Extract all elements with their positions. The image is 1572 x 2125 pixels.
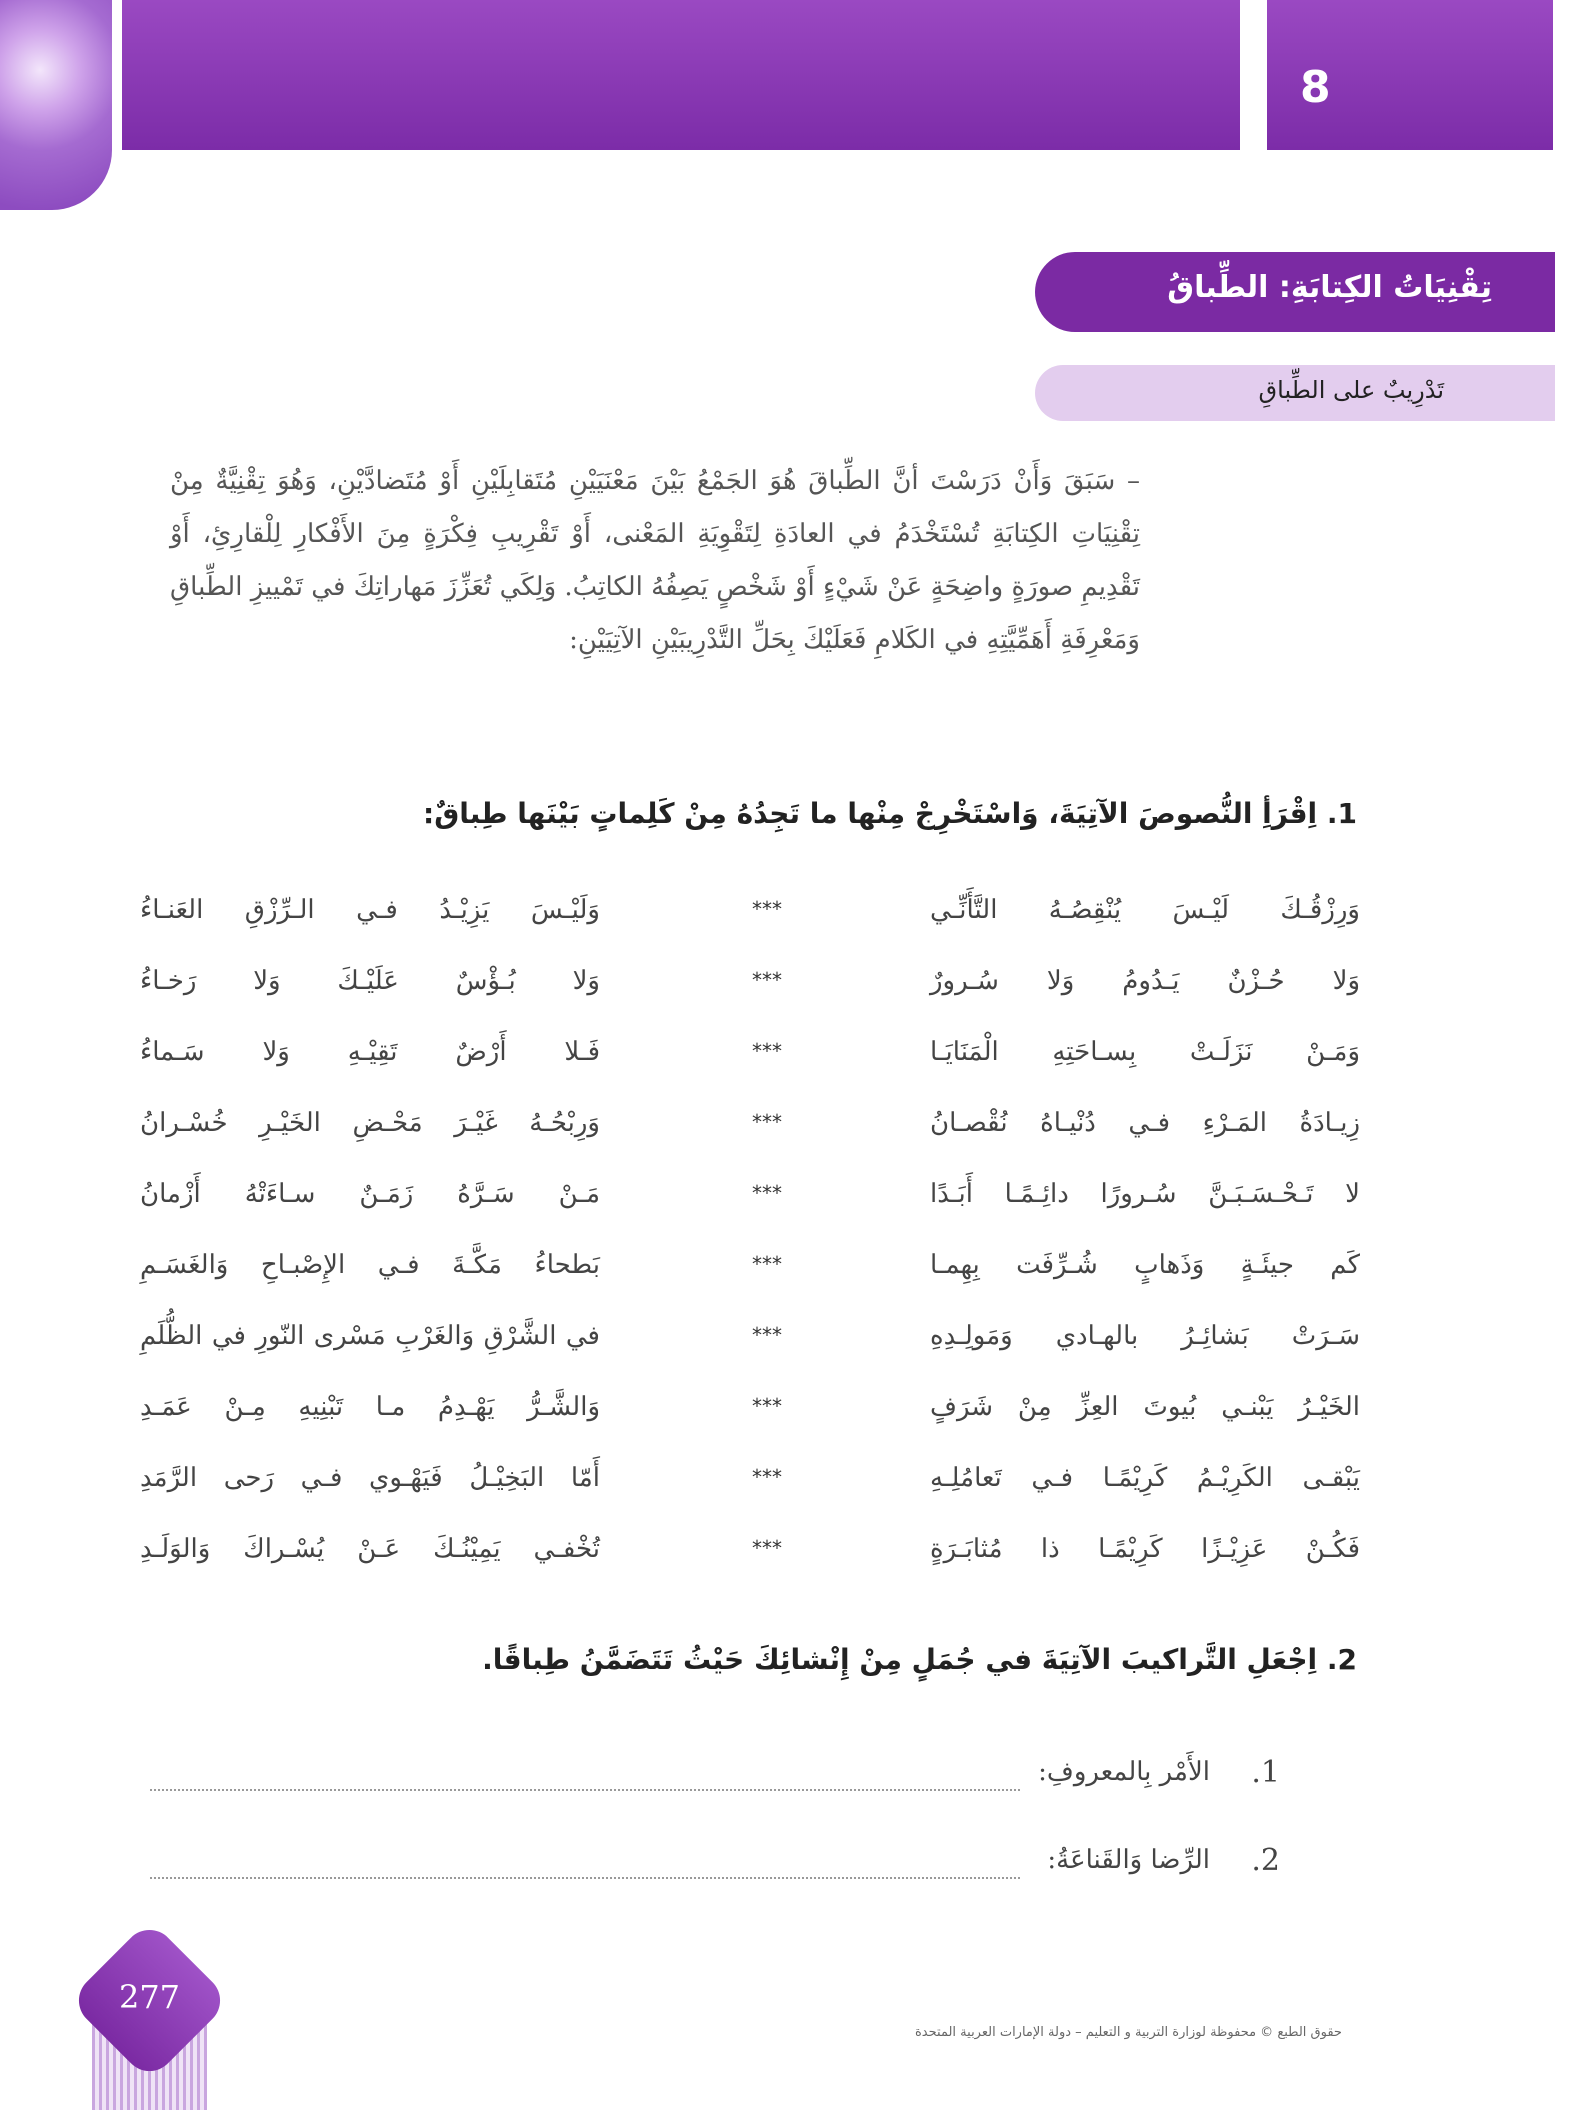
verse-first-hemistich: يَبْقـى الكَرِيْـمُ كَرِيْمًـا فـي تَعامُلِـهِ xyxy=(930,1463,1360,1493)
section-title: تِقْنِيَاتُ الكِتابَةِ: الطِّباقُ xyxy=(1167,270,1492,305)
verse-separator: *** xyxy=(752,1465,782,1489)
chapter-number: 8 xyxy=(1300,62,1331,113)
corner-decoration xyxy=(0,0,112,210)
verse-first-hemistich: وَرِزْقُـكَ لَيْـسَ يُنْقِصُـهُ التَّأَنِّـي xyxy=(930,895,1360,925)
subtitle: تَدْرِيبٌ على الطِّباقِ xyxy=(1258,376,1444,404)
exercise-item xyxy=(150,1843,1280,1887)
verse-first-hemistich: كَم جيئَـةٍ وَذَهابٍ شُـرِّفَت بِهِمـا xyxy=(930,1250,1360,1280)
verse-second-hemistich: أَمّا البَخِيْـلُ فَيَهْـوي فـي رَحى الرَّمَدِ xyxy=(140,1463,600,1493)
verse-separator: *** xyxy=(752,1181,782,1205)
poem-verse xyxy=(140,1321,1360,1391)
poem-verse xyxy=(140,966,1360,1036)
exercise-number: 2. xyxy=(1251,1843,1280,1878)
header-band xyxy=(122,0,1240,150)
verse-second-hemistich: وَلَيْـسَ يَزِيْـدُ فـي الـرِّزْقِ العَنـاءُ xyxy=(140,895,600,925)
answer-line[interactable] xyxy=(150,1877,1020,1879)
poem-verse xyxy=(140,1179,1360,1249)
exercise-label: الرِّضا وَالقَناعَةُ: xyxy=(1047,1845,1210,1875)
poem-verse xyxy=(140,1534,1360,1604)
verse-separator: *** xyxy=(752,897,782,921)
page-number: 277 xyxy=(118,1978,181,2016)
verse-first-hemistich: وَمَـنْ نَزَلَـتْ بِسـاحَتِهِ الْمَنَايَـا xyxy=(930,1037,1360,1067)
verse-second-hemistich: وَرِبْحُـهُ غَيْـرَ مَحْـضِ الخَيْـرِ خُسْـرانُ xyxy=(140,1108,600,1138)
verse-first-hemistich: لا تَـحْـسَـبَـنَّ سُـرورًا دائِـمًـا أَبَـدًا xyxy=(930,1179,1360,1209)
answer-line[interactable] xyxy=(150,1789,1020,1791)
poem-verse xyxy=(140,1108,1360,1178)
poem-verse xyxy=(140,1392,1360,1462)
verse-separator: *** xyxy=(752,1536,782,1560)
verse-first-hemistich: الخَيْـرُ يَبْنـي بُيوتَ العِزِّ مِنْ شَرَفٍ xyxy=(930,1392,1360,1422)
verse-second-hemistich: وَالشَّـرُّ يَهْـدِمُ مـا تَبْنِيهِ مِـنْ عَمَـدِ xyxy=(140,1392,600,1422)
verse-second-hemistich: وَلا بُـؤْسٌ عَلَيْـكَ وَلا رَخـاءُ xyxy=(140,966,600,996)
verse-separator: *** xyxy=(752,1394,782,1418)
verse-separator: *** xyxy=(752,1252,782,1276)
verse-separator: *** xyxy=(752,1039,782,1063)
poem-verse xyxy=(140,1037,1360,1107)
verse-separator: *** xyxy=(752,1323,782,1347)
copyright-note: حقوق الطبع © محفوظة لوزارة التربية و التعليم – دولة الإمارات العربية المتحدة xyxy=(915,2025,1342,2040)
verse-first-hemistich: زِيـادَةُ المَـرْءِ فـي دُنْيـاهُ نُقْصـانُ xyxy=(930,1108,1360,1138)
verse-first-hemistich: فَكُـنْ عَزِيْـزًا كَرِيْمًـا ذا مُثابَـرَةٍ xyxy=(930,1534,1360,1564)
poem-verse xyxy=(140,895,1360,965)
intro-paragraph: – سَبَقَ وَأَنْ دَرَسْتَ أنَّ الطِّباقَ هُوَ الجَمْعُ بَيْنَ مَعْنَيَيْنِ مُتَقابِلَيْنِ أَوْ مُتَضادَّيْنِ، وَهُوَ تِقْنِيَّةٌ مِنْ تِقْنِيَاتِ الكِتابَةِ تُسْتَخْدَمُ في العادَةِ لِتَقْوِيَةِ المَعْنى، أَوْ تَقْرِيبِ فِكْرَةٍ مِنَ الأَفْكارِ لِلْقارِئِ، أَوْ تَقْدِيمِ صورَةٍ واضِحَةٍ عَنْ شَيْءٍ أَوْ شَخْصٍ يَصِفُهُ الكاتِبُ. وَلِكَي تُعَزِّزَ مَهاراتِكَ في تَمْييزِ الطِّباقِ وَمَعْرِفَةِ أَهَمِّيَّتِهِ في الكَلامِ فَعَلَيْكَ بِحَلِّ التَّدْرِيبَيْنِ الآتِيَيْنِ: xyxy=(170,466,1141,655)
verse-second-hemistich: تُخْفـي يَمِيْنُـكَ عَـنْ يُسْـراكَ وَالوَلَـدِ xyxy=(140,1534,600,1564)
verse-second-hemistich: فَـلا أَرْضٌ تَقِيْـهِ وَلا سَـماءُ xyxy=(140,1037,600,1067)
verse-separator: *** xyxy=(752,968,782,992)
poem-verse xyxy=(140,1463,1360,1533)
verse-second-hemistich: بَطحاءُ مَكَّـةَ فـي الإِصْبـاحِ وَالغَسَـمِ xyxy=(140,1250,600,1280)
poem-verse xyxy=(140,1250,1360,1320)
exercise-number: 1. xyxy=(1251,1755,1280,1790)
verse-first-hemistich: سَـرَتْ بَشائِـرُ بالهـادي وَمَولِـدِهِ xyxy=(930,1321,1360,1351)
verse-separator: *** xyxy=(752,1110,782,1134)
exercise-item xyxy=(150,1755,1280,1799)
task-1-heading: 1. اِقْرَأِ النُّصوصَ الآتِيَةَ، وَاسْتَخْرِجْ مِنْها ما تَجِدُهُ مِنْ كَلِماتٍ بَيْنَها طِباقٌ: xyxy=(423,797,1357,830)
exercise-label: الأَمْر بِالمعروفِ: xyxy=(1038,1757,1210,1787)
verse-second-hemistich: مَـنْ سَـرَّهُ زَمَـنٌ سـاءَتْهُ أَزْمانُ xyxy=(140,1179,600,1209)
task-2-heading: 2. اِجْعَلِ التَّراكيبَ الآتِيَةَ في جُمَلٍ مِنْ إِنْشائِكَ حَيْثُ تَتَضَمَّنُ طِباقًا. xyxy=(482,1643,1357,1676)
verse-second-hemistich: في الشَّرْقِ وَالغَرْبِ مَسْرى النّورِ في الظُّلَمِ xyxy=(140,1321,600,1351)
verse-first-hemistich: وَلا حُـزْنٌ يَـدُومُ وَلا سُـرورٌ xyxy=(930,966,1360,996)
